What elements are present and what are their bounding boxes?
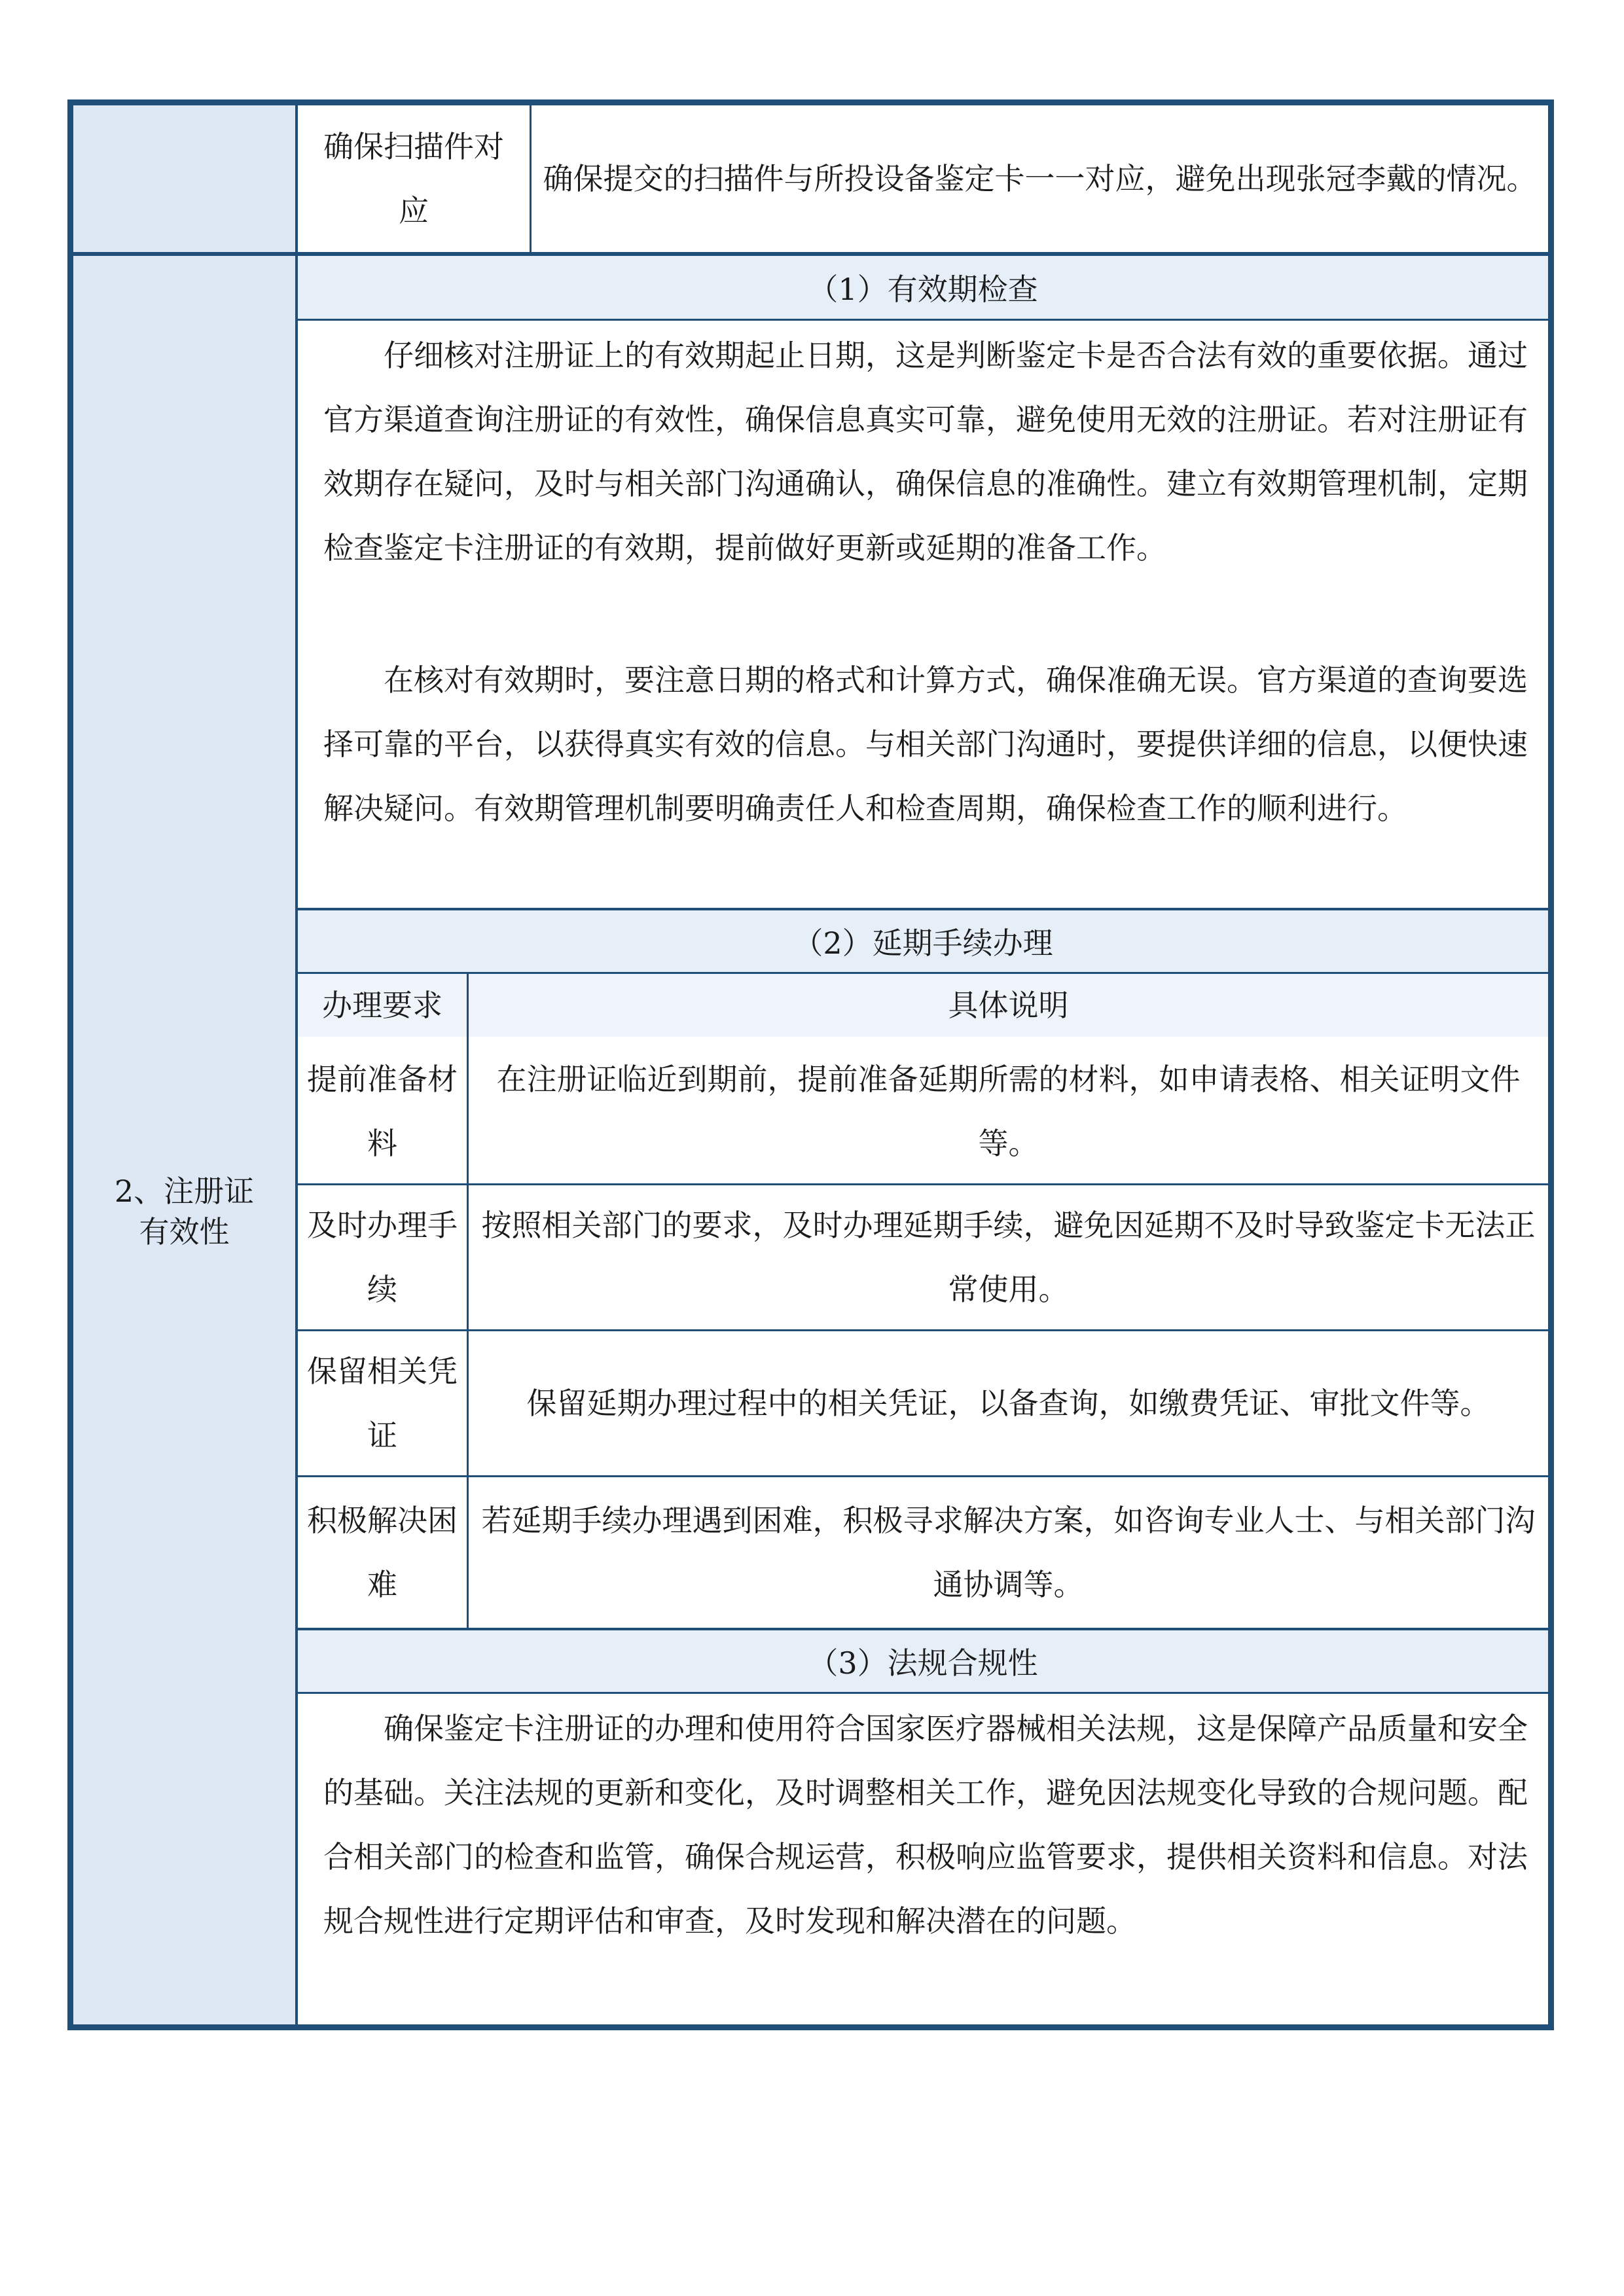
row1-description: 确保提交的扫描件与所投设备鉴定卡一一对应，避免出现张冠李戴的情况。 <box>543 161 1537 196</box>
sub2-row4-req: 积极解决困难 <box>307 1503 458 1602</box>
sub2-header-left: 办理要求 <box>298 974 467 1037</box>
section2-label-line2: 有效性 <box>139 1214 230 1249</box>
sub3-title-rule <box>298 1692 1548 1694</box>
section-label-column <box>73 105 298 2024</box>
sub2-row3-desc: 保留延期办理过程中的相关凭证，以备查询，如缴费凭证、审批文件等。 <box>526 1386 1490 1421</box>
sub2-header-right: 具体说明 <box>469 974 1548 1037</box>
sub2-row1-desc: 在注册证临近到期前，提前准备延期所需的材料，如申请表格、相关证明文件等。 <box>496 1062 1521 1161</box>
sub1-title: （1）有效期检查 <box>298 256 1548 319</box>
sub1-paragraph-2: 在核对有效期时，要注意日期的格式和计算方式，确保准确无误。官方渠道的查询要选择可靠的平台，以获得真实有效的信息。与相关部门沟通时，要提供详细的信息，以便快速解决疑问。有效期管理机制要明确责任人和检查周期，确保检查工作的顺利进行。 <box>323 662 1528 826</box>
sub1-title-rule <box>298 319 1548 321</box>
sub1-paragraph-1: 仔细核对注册证上的有效期起止日期，这是判断鉴定卡是否合法有效的重要依据。通过官方渠道查询注册证的有效性，确保信息真实可靠，避免使用无效的注册证。若对注册证有效期存在疑问，及时与相关部门沟通确认，确保信息的准确性。建立有效期管理机制，定期检查鉴定卡注册证的有效期，提前做好更新或延期的准备工作。 <box>323 338 1528 565</box>
sub2-title: （2）延期手续办理 <box>298 910 1548 972</box>
sub2-row2-desc: 按照相关部门的要求，及时办理延期手续，避免因延期不及时导致鉴定卡无法正常使用。 <box>481 1208 1536 1307</box>
sub2-row1-req: 提前准备材料 <box>307 1062 458 1161</box>
row1-label: 确保扫描件对应 <box>323 129 504 228</box>
sub2-row3-req: 保留相关凭证 <box>307 1354 458 1453</box>
section2-label <box>73 1166 295 1257</box>
document-table <box>67 99 1554 2030</box>
section2-label-line1: 2、注册证 <box>114 1174 255 1209</box>
sub3-paragraph-1: 确保鉴定卡注册证的办理和使用符合国家医疗器械相关法规，这是保障产品质量和安全的基础。关注法规的更新和变化，及时调整相关工作，避免因法规变化导致的合规问题。配合相关部门的检查和监管，确保合规运营，积极响应监管要求，提供相关资料和信息。对法规合规性进行定期评估和审查，及时发现和解决潜在的问题。 <box>323 1711 1528 1939</box>
sub2-row2-req: 及时办理手续 <box>307 1208 458 1307</box>
sub3-title: （3）法规合规性 <box>298 1630 1548 1692</box>
sub2-row4-desc: 若延期手续办理遇到困难，积极寻求解决方案，如咨询专业人士、与相关部门沟通协调等。 <box>481 1503 1536 1602</box>
